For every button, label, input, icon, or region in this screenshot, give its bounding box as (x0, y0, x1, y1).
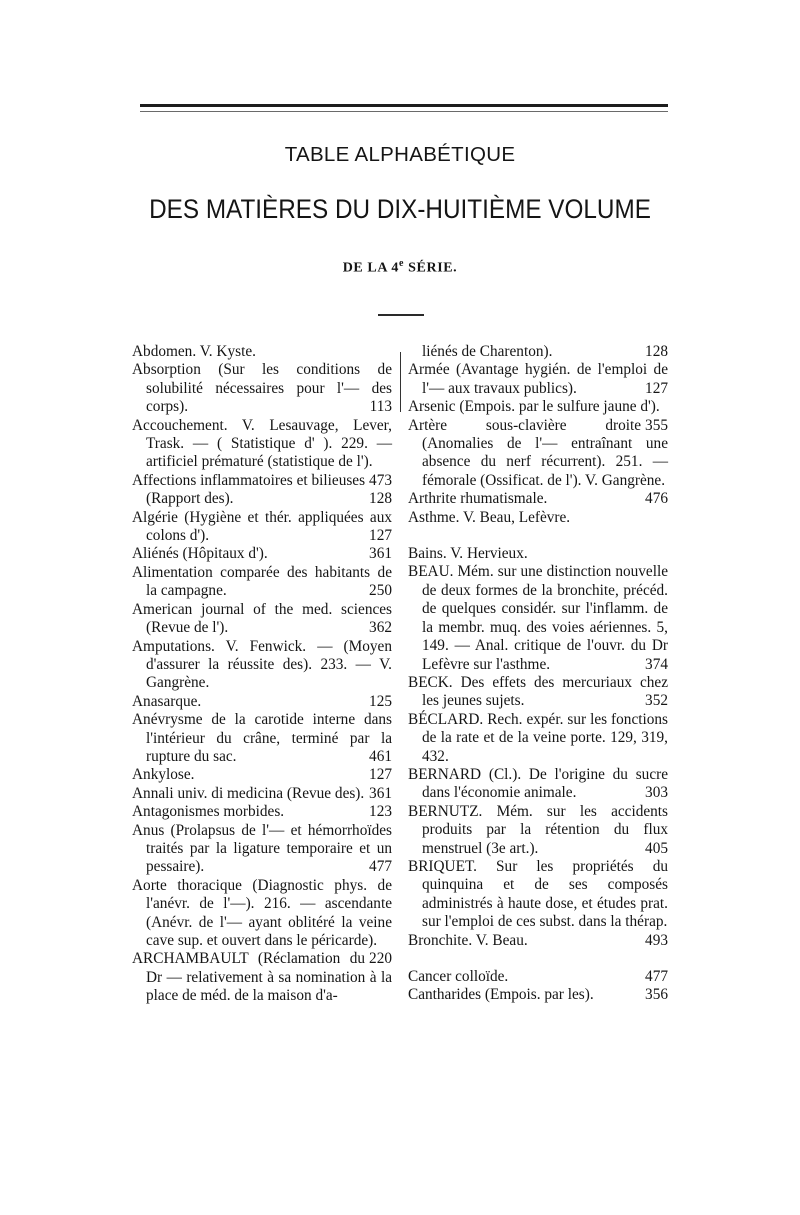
page-number: 361 (369, 784, 392, 802)
index-entry (132, 361, 392, 416)
index-entry (408, 968, 668, 986)
index-entry (132, 509, 392, 546)
entry-label: Algérie (Hygiène et thér. appliquées aux colons d'). (132, 508, 392, 545)
page-number: 113 (369, 398, 392, 416)
index-entry (408, 509, 668, 527)
index-entry-text (408, 563, 668, 673)
entry-label: Arsenic (Empois. par le sulfure jaune d'). (408, 398, 660, 416)
index-entry-text (132, 822, 392, 877)
index-entry-text (408, 343, 668, 361)
page-number: 355 (645, 416, 668, 434)
index-entry-text (408, 968, 668, 986)
index-entry-text (132, 785, 392, 803)
index-entry-text (132, 766, 392, 784)
entry-label: Cancer colloïde. (408, 968, 509, 985)
page-number: 303 (645, 784, 668, 802)
index-entry (408, 766, 668, 803)
entry-label: BECK. Des effets des mercuriaux chez les jeunes sujets. (408, 673, 668, 710)
entry-label: Annali univ. di medicina (Revue des). (132, 784, 365, 802)
index-entry-text (132, 509, 392, 546)
index-entry-text (132, 361, 392, 416)
page-number: 405 (645, 839, 668, 857)
entry-label: Anasarque. (132, 692, 202, 710)
title-line-3-sup: e (399, 258, 405, 269)
index-entry-text (132, 601, 392, 638)
index-entry (408, 490, 668, 508)
index-entry (132, 472, 392, 509)
index-entry-text (408, 803, 668, 858)
entry-label: American journal of the med. sciences (Revue de l'). (132, 600, 392, 637)
index-entry (132, 343, 392, 361)
entry-label: BERNUTZ. Mém. sur les accidents produits par la rétention du flux menstruel (3e art.). (408, 802, 668, 857)
page-number: 477 (645, 968, 668, 985)
entry-label: liénés de Charenton). (422, 343, 553, 360)
index-entry-text (132, 545, 392, 563)
page-number: 128 (369, 490, 392, 508)
index-entry (408, 932, 668, 950)
page-number: 361 (369, 545, 392, 563)
entry-label: Aorte thoracique (Diagnostic phys. de l'anévr. de l'—). 216. — ascendante (Anévr. de l'— ayant oblitéré la veine cave sup. et ouvert dans le péricarde). (132, 876, 392, 949)
index-entry-text (408, 490, 668, 508)
index-entry (132, 766, 392, 784)
entry-label: Accouchement. V. Lesauvage, Lever, Trask. — ( Statistique d' ). 229. — artificiel prématuré (statistique de l'). (132, 416, 392, 471)
page-number: 374 (645, 655, 668, 673)
index-entry (408, 361, 668, 398)
index-entry-text (132, 472, 392, 509)
page-number: 123 (369, 803, 392, 821)
column-divider (400, 352, 401, 412)
title-line-3-pre: DE LA 4 (342, 260, 400, 276)
index-entry (408, 417, 668, 491)
index-entry (132, 950, 392, 1005)
index-entry-text (408, 986, 668, 1004)
index-entry (408, 986, 668, 1004)
page-number: 493 (645, 931, 668, 949)
index-entry (408, 711, 668, 766)
entry-label: Cantharides (Empois. par les). (408, 986, 594, 1004)
entry-label: Absorption (Sur les conditions de solubilité nécessaires pour l'— des corps). (132, 361, 392, 416)
index-entry-text: Amputations. V. Fenwick. — (Moyen d'assurer la réussite des). 233. — V. Gangrène. (132, 637, 392, 692)
entry-label: Arthrite rhumatismale. (408, 490, 548, 508)
entry-label: Ankylose. (132, 766, 195, 784)
entry-label: BRIQUET. Sur les propriétés du quinquina et de ses composés administrés à haute dose, et études prat. sur l'emploi de ces subst. dans la thérap. (408, 857, 668, 931)
index-entry (132, 822, 392, 877)
index-entry-text (132, 564, 392, 601)
entry-label: BEAU. Mém. sur une distinction nouvelle de deux formes de la bronchite, précéd. de quelques considér. sur l'inflamm. de la membr. muq. des voies aériennes. 5, 149. — Anal. critique de l'ouvr. du Dr Lefèvre sur l'asthme. (408, 563, 668, 673)
page-number: 127 (369, 527, 392, 545)
index-entry (132, 785, 392, 803)
right-column (408, 343, 668, 1005)
page-number: 125 (369, 692, 392, 710)
index-entry (132, 693, 392, 711)
page-number: 220 (369, 950, 392, 968)
index-entry-text: Asthme. V. Beau, Lefèvre. (408, 508, 571, 526)
index-entry (408, 674, 668, 711)
separator-rule (378, 314, 424, 316)
page-number: 128 (645, 343, 668, 360)
index-entry (132, 416, 392, 489)
index-entry (408, 803, 668, 858)
page-number: 461 (369, 747, 392, 765)
title-line-3-post: SÉRIE. (404, 260, 458, 276)
index-entry (132, 545, 392, 563)
page-number: 477 (369, 858, 392, 876)
index-entry (132, 638, 392, 693)
index-entry (132, 601, 392, 638)
entry-label: Alimentation comparée des habitants de la campagne. (132, 563, 392, 600)
index-entry-text (132, 693, 392, 711)
index-entry-text (408, 674, 668, 711)
index-entry-text: Abdomen. V. Kyste. (132, 343, 256, 360)
index-entry-text: BÉCLARD. Rech. expér. sur les fonctions de la rate et de la veine porte. 129, 319, 432. (408, 710, 668, 765)
index-entry-text (132, 876, 392, 968)
index-entry-text (408, 361, 668, 398)
index-entry-text: Bronchite. V. Beau. (408, 931, 528, 949)
index-entry-text (408, 398, 668, 434)
index-entry (132, 803, 392, 821)
index-entry-text (132, 803, 392, 821)
page-number: 362 (369, 619, 392, 637)
entry-label: Affections inflammatoires et bilieuses (Rapport des). (132, 471, 366, 508)
left-column (132, 343, 392, 1006)
page-number: 356 (645, 986, 668, 1004)
index-entry-text (132, 416, 392, 489)
index-entry-text (408, 766, 668, 803)
page-number: 127 (369, 766, 392, 784)
page-number: 250 (369, 582, 392, 600)
index-entry-text: Artère sous-clavière droite (Anomalies de l'— entraînant une absence du nerf récurrent). 251. — fémorale (Ossificat. de l'). V. Gangrène. (408, 416, 668, 489)
entry-label: BERNARD (Cl.). De l'origine du sucre dans l'économie animale. (408, 765, 668, 802)
index-entry (132, 711, 392, 766)
title-line-1: TABLE ALPHABÉTIQUE (284, 143, 516, 166)
entry-label: Anévrysme de la carotide interne dans l'intérieur du crâne, terminé par la rupture du sac. (132, 711, 392, 765)
index-entry (132, 876, 392, 968)
index-entry (408, 563, 668, 673)
index-entry-text: Bains. V. Hervieux. (408, 545, 528, 563)
page-number: 127 (645, 379, 668, 397)
entry-label: Armée (Avantage hygién. de l'emploi de l'— aux travaux publics). (408, 361, 668, 397)
top-rule-thin (140, 111, 668, 112)
page-number: 473 (369, 471, 392, 489)
index-entry (408, 545, 668, 563)
index-entry (408, 343, 668, 361)
title-line-2: DES MATIÈRES DU DIX-HUITIÈME VOLUME (149, 194, 651, 224)
page-number: 352 (645, 692, 668, 710)
entry-label: Aliénés (Hôpitaux d'). (132, 545, 268, 563)
entry-label: Anus (Prolapsus de l'— et hémorrhoïdes traités par la ligature temporaire et un pessaire). (132, 821, 392, 876)
top-rule (140, 104, 668, 107)
index-entry-text (132, 711, 392, 766)
index-entry (132, 564, 392, 601)
title-line-3 (0, 258, 800, 277)
page-number: 476 (645, 490, 668, 508)
index-entry (408, 398, 668, 434)
index-entry-text: ARCHAMBAULT (Réclamation du Dr — relativement à sa nomination à la place de méd. de la maison d'a- (132, 950, 392, 1005)
entry-label: Antagonismes morbides. (132, 803, 285, 821)
